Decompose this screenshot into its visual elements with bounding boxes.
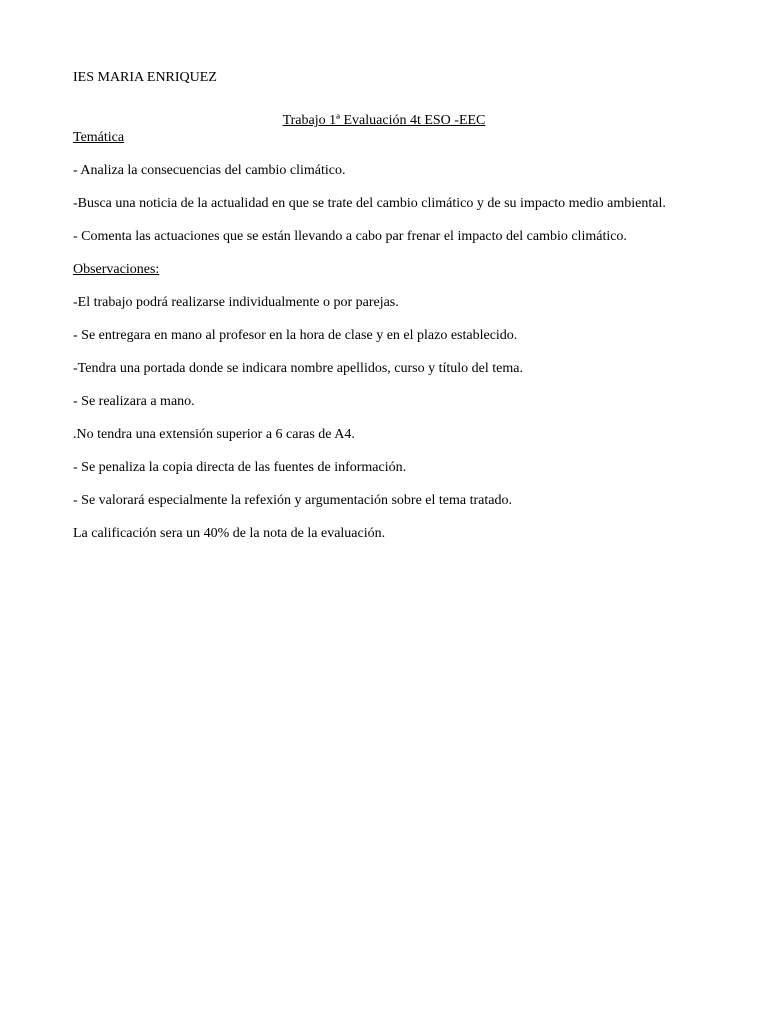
tematica-item: -Busca una noticia de la actualidad en que se trate del cambio climático y de su impacto medio ambiental. <box>73 196 666 211</box>
observaciones-item: .No tendra una extensión superior a 6 caras de A4. <box>73 427 355 442</box>
observaciones-item: - Se entregara en mano al profesor en la hora de clase y en el plazo establecido. <box>73 328 518 343</box>
document-title <box>73 112 693 129</box>
calificacion-note: La calificación sera un 40% de la nota de la evaluación. <box>73 526 386 541</box>
observaciones-heading-text: Observaciones: <box>73 262 160 277</box>
observaciones-item: - Se penaliza la copia directa de las fuentes de información. <box>73 460 407 475</box>
document-body <box>73 69 693 558</box>
observaciones-item: - Se realizara a mano. <box>73 394 195 409</box>
school-name: IES MARIA ENRIQUEZ <box>73 70 217 85</box>
observaciones-item: -El trabajo podrá realizarse individualmente o por parejas. <box>73 295 399 310</box>
observaciones-heading <box>73 261 693 278</box>
tematica-item: - Analiza la consecuencias del cambio climático. <box>73 163 346 178</box>
observaciones-item: -Tendra una portada donde se indicara nombre apellidos, curso y título del tema. <box>73 361 523 376</box>
tematica-heading-text: Temática <box>73 130 125 145</box>
observaciones-item: - Se valorará especialmente la refexión y argumentación sobre el tema tratado. <box>73 493 512 508</box>
tematica-heading <box>73 129 693 146</box>
document-title-text: Trabajo 1ª Evaluación 4t ESO -EEC <box>282 113 486 128</box>
tematica-item: - Comenta las actuaciones que se están llevando a cabo par frenar el impacto del cambio climático. <box>73 229 627 244</box>
